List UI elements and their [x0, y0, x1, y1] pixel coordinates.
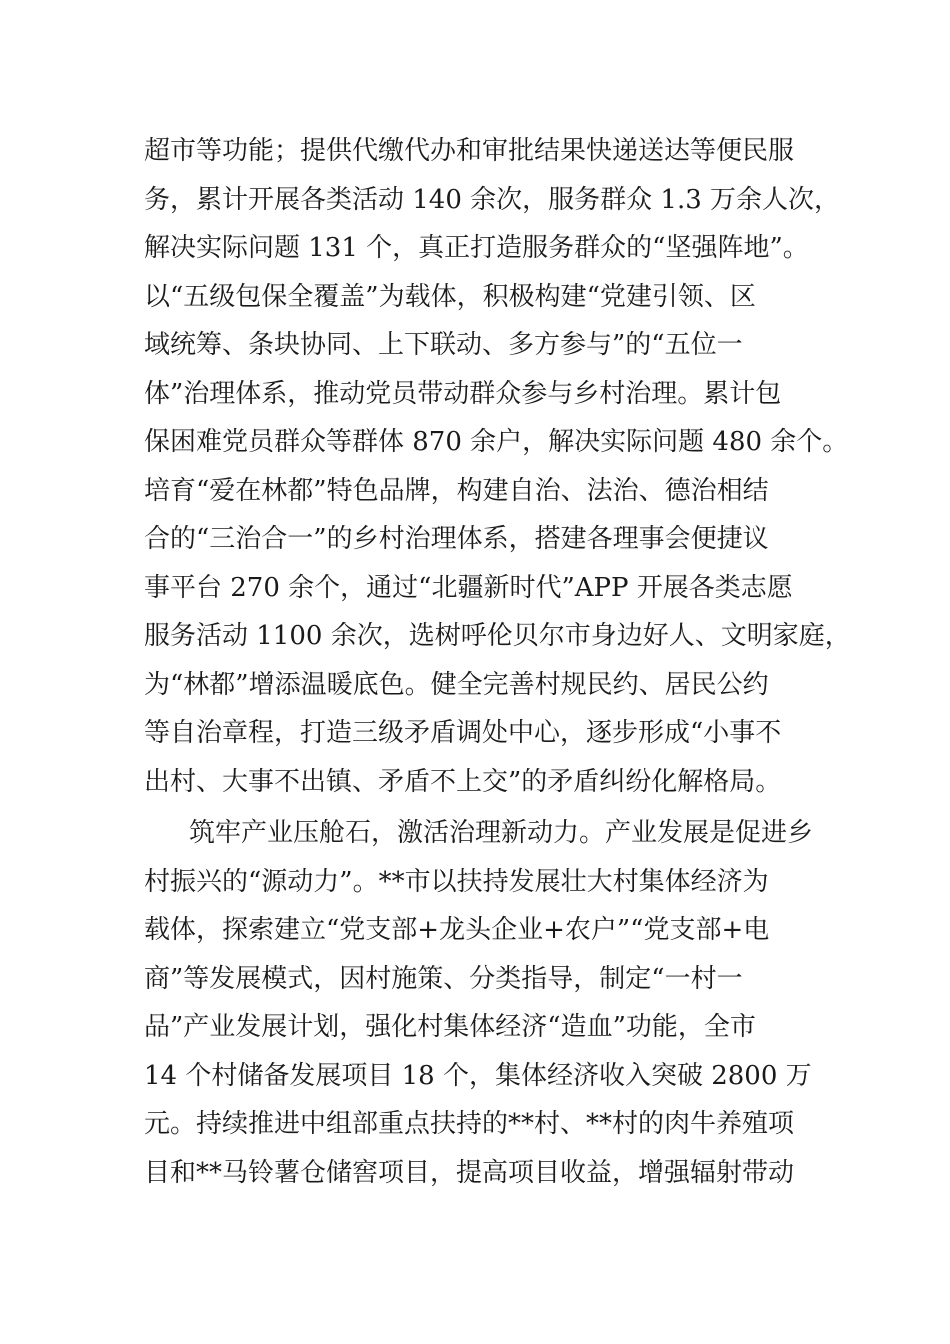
text-line: 超市等功能；提供代缴代办和审批结果快递送达等便民服 — [144, 136, 795, 166]
text-line: 培育“爱在林都”特色品牌，构建自治、法治、德治相结 — [144, 475, 769, 506]
text-line: 务，累计开展各类活动 140 余次，服务群众 1.3 万余人次， — [144, 184, 841, 215]
text-line: 体”治理体系，推动党员带动群众参与乡村治理。累计包 — [144, 378, 782, 409]
paragraph-grassroots-governance — [144, 127, 851, 806]
text-line: 事平台 270 余个，通过“北疆新时代”APP 开展各类志愿 — [144, 572, 793, 603]
text-line: 服务活动 1100 余次，选树呼伦贝尔市身边好人、文明家庭， — [144, 621, 851, 651]
text-line: 合的“三治合一”的乡村治理体系，搭建各理事会便捷议 — [144, 524, 769, 554]
paragraph-industry-development — [144, 809, 824, 1197]
text-line: 商”等发展模式，因村施策、分类指导，制定“一村一 — [144, 963, 743, 994]
text-line: 载体，探索建立“党支部+龙头企业+农户”“党支部+电 — [144, 915, 770, 945]
text-line: 解决实际问题 131 个，真正打造服务群众的“坚强阵地”。 — [144, 233, 809, 263]
text-line: 为“林都”增添温暖底色。健全完善村规民约、居民公约 — [144, 669, 769, 700]
text-line: 14 个村储备发展项目 18 个，集体经济收入突破 2800 万 — [144, 1060, 812, 1091]
text-line: 筑牢产业压舱石，激活治理新动力。产业发展是促进乡 — [189, 818, 814, 848]
text-line: 元。持续推进中组部重点扶持的**村、**村的肉牛养殖项 — [144, 1109, 795, 1139]
text-line: 等自治章程，打造三级矛盾调处中心，逐步形成“小事不 — [144, 718, 782, 748]
text-line: 目和**马铃薯仓储窖项目，提高项目收益，增强辐射带动 — [144, 1157, 795, 1188]
text-line: 出村、大事不出镇、矛盾不上交”的矛盾纠纷化解格局。 — [144, 766, 782, 797]
text-line: 保困难党员群众等群体 870 余户，解决实际问题 480 余个。 — [144, 427, 849, 457]
text-line: 村振兴的“源动力”。**市以扶持发展壮大村集体经济为 — [144, 866, 769, 897]
text-line: 以“五级包保全覆盖”为载体，积极构建“党建引领、区 — [144, 281, 756, 312]
text-line: 品”产业发展计划，强化村集体经济“造血”功能，全市 — [144, 1012, 756, 1042]
body-text — [144, 127, 851, 1197]
text-line: 域统筹、条块协同、上下联动、多方参与”的“五位一 — [144, 330, 743, 360]
